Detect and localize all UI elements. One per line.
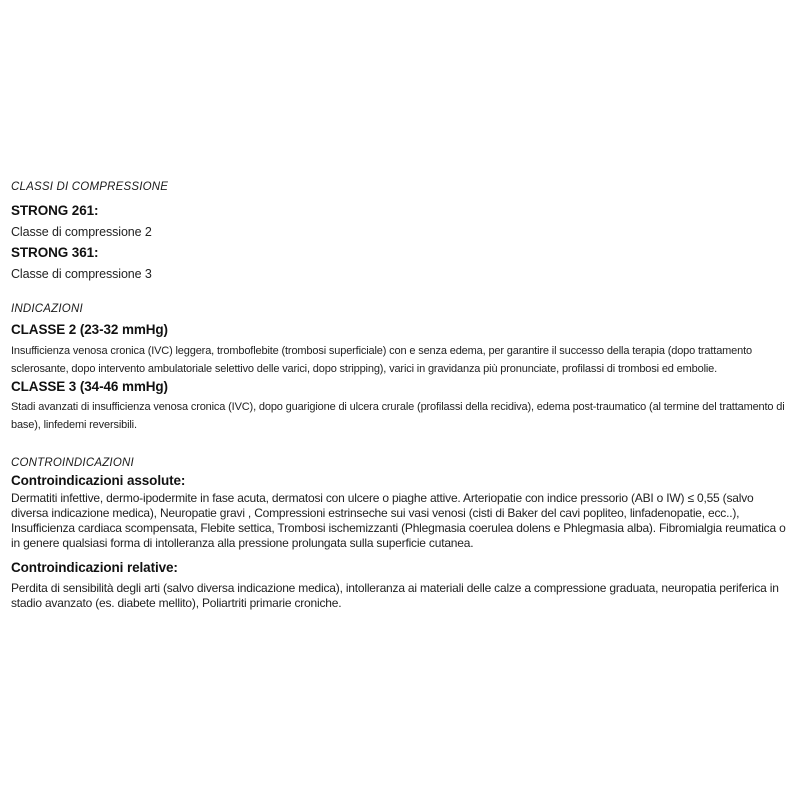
- controindicazioni-relative-paragraph: Perdita di sensibilità degli arti (salvo diversa indicazione medica), intolleranza ai materiali delle calze a compressione graduata, neuropatia periferica in stadio avanzato (es. diabete mellito), Poliartriti primarie croniche.: [11, 581, 779, 610]
- controindicazioni-relative-heading: Controindicazioni relative:: [11, 560, 178, 575]
- classe-2-heading: CLASSE 2 (23-32 mmHg): [11, 322, 168, 337]
- product-value-strong-361: Classe di compressione 3: [11, 267, 152, 281]
- section-heading-controindicazioni: CONTROINDICAZIONI: [11, 457, 134, 469]
- controindicazioni-assolute-paragraph: Dermatiti infettive, dermo-ipodermite in fase acuta, dermatosi con ulcere o piaghe attive. Arteriopatie con indice pressorio (ABI o IW) ≤ 0,55 (salvo diversa indicazione medica), Neuropatie gravi , Compressioni estrinseche sui vasi venosi (cisti di Baker del cavi popliteo, linfadenopatie, ecc..), Insufficienza cardiaca scompensata, Flebite settica, Trombosi ischemizzanti (Phlegmasia coerulea dolens e Phlegmasia alba). Fibromialgia reumatica o in genere qualsiasi forma di intolleranza alla pressione prolungata sulla superficie cutanea.: [11, 491, 786, 550]
- section-heading-indicazioni: INDICAZIONI: [11, 303, 83, 315]
- product-value-strong-261: Classe di compressione 2: [11, 225, 152, 239]
- classe-2-paragraph: Insufficienza venosa cronica (IVC) leggera, tromboflebite (trombosi superficiale) con e senza edema, per garantire il successo della terapia (dopo trattamento sclerosante, dopo intervento ambulatoriale selettivo delle varici, dopo stripping), varici in gravidanza più pronunciate, profilassi di trombosi ed embolie.: [11, 345, 752, 375]
- controindicazioni-assolute-heading: Controindicazioni assolute:: [11, 473, 186, 488]
- product-label-strong-261: STRONG 261:: [11, 203, 99, 218]
- product-label-strong-361: STRONG 361:: [11, 245, 99, 260]
- section-heading-classi-di-compressione: CLASSI DI COMPRESSIONE: [11, 181, 169, 193]
- classe-3-paragraph: Stadi avanzati di insufficienza venosa cronica (IVC), dopo guarigione di ulcera crurale (profilassi della recidiva), edema post-traumatico (al termine del trattamento di base), linfedemi reversibili.: [11, 401, 785, 431]
- classe-3-heading: CLASSE 3 (34-46 mmHg): [11, 379, 168, 394]
